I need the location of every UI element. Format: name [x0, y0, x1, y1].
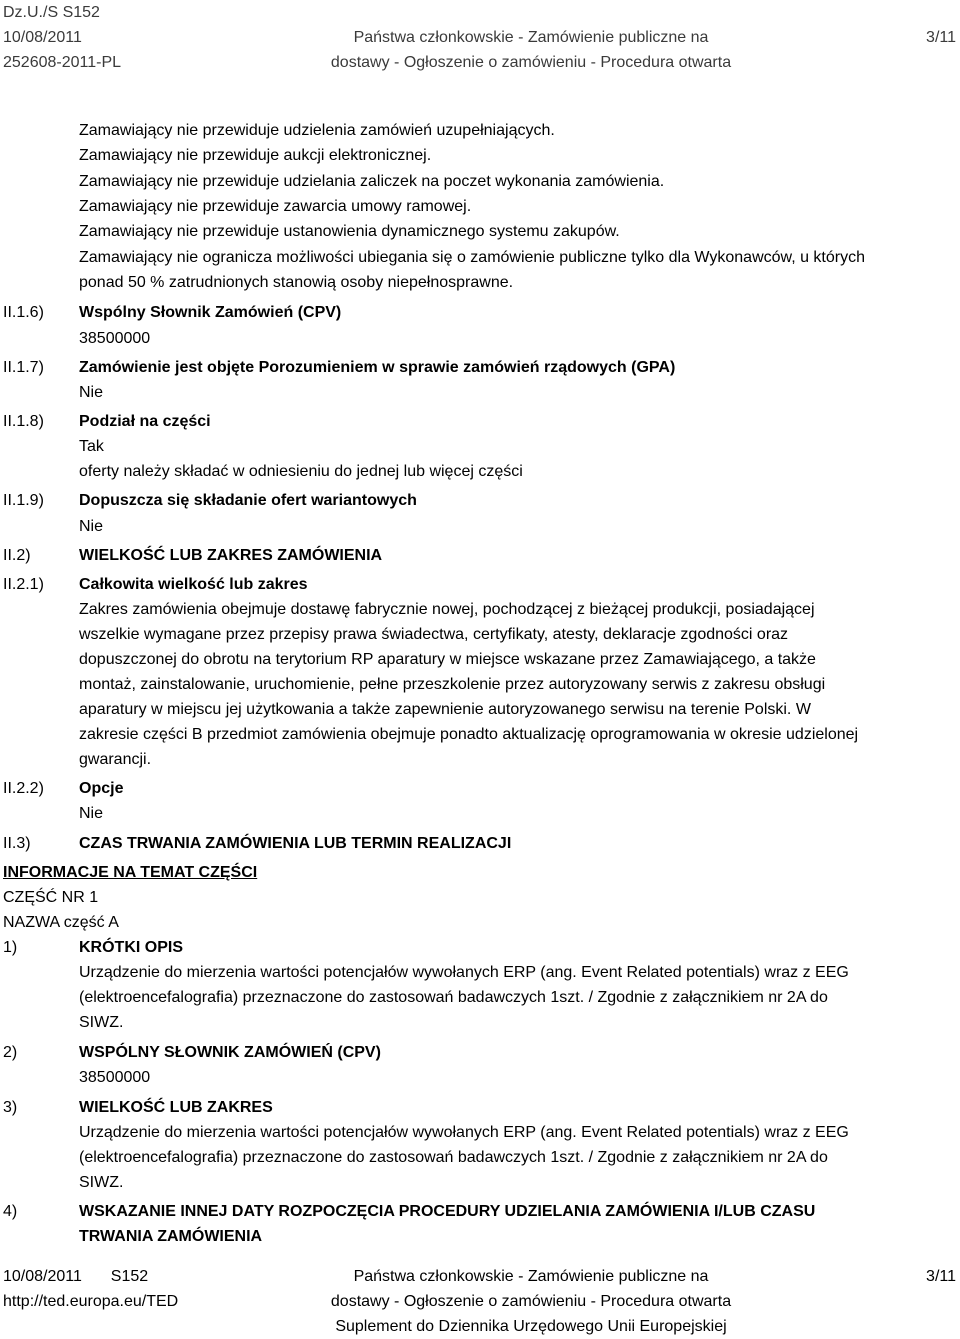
section-number: II.1.6): [3, 304, 44, 321]
section-value: 38500000: [79, 330, 151, 347]
item-title-continued: TRWANIA ZAMÓWIENIA: [79, 1228, 263, 1245]
item-title: WSKAZANIE INNEJ DATY ROZPOCZĘCIA PROCEDURY UDZIELANIA ZAMÓWIENIA I/LUB CZASU: [79, 1203, 816, 1220]
section-number: II.2): [3, 547, 31, 564]
item-text-line: (elektroencefalografia) przeznaczone do zastosowań badawczych 1szt. / Zgodnie z załącznikiem nr 2A do: [79, 1149, 828, 1166]
parts-heading: INFORMACJE NA TEMAT CZĘŚCI: [3, 864, 258, 881]
journal-ref: Dz.U./S S152: [3, 4, 100, 21]
document-id: 252608-2011-PL: [3, 54, 122, 71]
page-footer: [0, 1264, 960, 1339]
item-number: 4): [3, 1203, 18, 1220]
section-note: oferty należy składać w odniesieniu do jednej lub więcej części: [79, 463, 523, 480]
footer-date: 10/08/2011: [3, 1268, 82, 1285]
header-left: [3, 0, 121, 75]
header-page-number: 3/11: [926, 29, 956, 46]
item-text-line: Urządzenie do mierzenia wartości potencjałów wywołanych ERP (ang. Event Related potentials) wraz z EEG: [79, 964, 849, 981]
part-number: CZĘŚĆ NR 1: [3, 889, 99, 906]
header-title: [306, 0, 756, 75]
section-text-line: gwarancji.: [79, 751, 152, 768]
section-title: Opcje: [79, 780, 124, 797]
intro-line: Zamawiający nie przewiduje udzielania zaliczek na poczet wykonania zamówienia.: [79, 173, 665, 190]
intro-line: Zamawiający nie przewiduje udzielenia zamówień uzupełniających.: [79, 122, 555, 139]
item-title: KRÓTKI OPIS: [79, 939, 184, 956]
section-title: Zamówienie jest objęte Porozumieniem w sprawie zamówień rządowych (GPA): [79, 359, 676, 376]
footer-supplement: Suplement do Dziennika Urzędowego Unii Europejskiej: [335, 1318, 727, 1335]
page-header: [0, 0, 960, 75]
section-title: Wspólny Słownik Zamówień (CPV): [79, 304, 342, 321]
item-text-line: Urządzenie do mierzenia wartości potencjałów wywołanych ERP (ang. Event Related potentials) wraz z EEG: [79, 1124, 849, 1141]
item-title: WIELKOŚĆ LUB ZAKRES: [79, 1099, 273, 1116]
item-title: WSPÓLNY SŁOWNIK ZAMÓWIEŃ (CPV): [79, 1044, 381, 1061]
section-number: II.1.7): [3, 359, 44, 376]
header-date: 10/08/2011: [3, 29, 82, 46]
section-title: WIELKOŚĆ LUB ZAKRES ZAMÓWIENIA: [79, 547, 383, 564]
section-text-line: dopuszczonej do obrotu na terytorium RP aparatury w miejsce wskazane przez Zamawiającego, a także: [79, 651, 816, 668]
section-value: Nie: [79, 805, 104, 822]
part-name: NAZWA część A: [3, 914, 119, 931]
section-value: Tak: [79, 438, 104, 455]
section-number: II.2.2): [3, 780, 44, 797]
section-title: Dopuszcza się składanie ofert wariantowych: [79, 492, 417, 509]
section-value: Nie: [79, 518, 104, 535]
intro-line: Zamawiający nie ogranicza możliwości ubiegania się o zamówienie publiczne tylko dla Wykonawców, u których: [79, 249, 865, 266]
item-text-line: 38500000: [79, 1069, 151, 1086]
footer-title-line1: Państwa członkowskie - Zamówienie publiczne na: [353, 1268, 709, 1285]
section-text-line: zakresie części B przedmiot zamówienia obejmuje ponadto aktualizację oprogramowania w okresie udzielonej: [79, 726, 859, 743]
intro-line: Zamawiający nie przewiduje zawarcia umowy ramowej.: [79, 198, 472, 215]
section-number: II.1.9): [3, 492, 44, 509]
header-right: [926, 0, 956, 50]
footer-title: [306, 1264, 756, 1339]
section-number: II.1.8): [3, 413, 44, 430]
section-number: II.3): [3, 835, 31, 852]
intro-line: ponad 50 % zatrudnionych stanowią osoby niepełnosprawne.: [79, 274, 514, 291]
intro-line: Zamawiający nie przewiduje aukcji elektronicznej.: [79, 147, 432, 164]
item-text-line: SIWZ.: [79, 1014, 124, 1031]
item-text-line: SIWZ.: [79, 1174, 124, 1191]
header-title-line2: dostawy - Ogłoszenie o zamówieniu - Procedura otwarta: [330, 54, 732, 71]
item-number: 3): [3, 1099, 18, 1116]
footer-title-line2: dostawy - Ogłoszenie o zamówieniu - Procedura otwarta: [330, 1293, 732, 1310]
item-number: 1): [3, 939, 18, 956]
footer-page-number: 3/11: [926, 1268, 956, 1285]
item-text-line: (elektroencefalografia) przeznaczone do zastosowań badawczych 1szt. / Zgodnie z załącznikiem nr 2A do: [79, 989, 828, 1006]
footer-link[interactable]: http://ted.europa.eu/TED: [3, 1293, 179, 1310]
section-text-line: Zakres zamówienia obejmuje dostawę fabrycznie nowej, pochodzącej z bieżącej produkcji, posiadającej: [79, 601, 815, 618]
header-title-line1: Państwa członkowskie - Zamówienie publiczne na: [353, 29, 709, 46]
section-text-line: montaż, zainstalowanie, uruchomienie, pełne przeszkolenie przez autoryzowany serwis z zakresu obsługi: [79, 676, 826, 693]
footer-series: S152: [110, 1268, 149, 1285]
section-text-line: wszelkie wymagane przez przepisy prawa świadectwa, certyfikaty, atesty, deklaracje zgodności oraz: [79, 626, 789, 643]
footer-right: [926, 1264, 956, 1289]
item-number: 2): [3, 1044, 18, 1061]
intro-line: Zamawiający nie przewiduje ustanowienia dynamicznego systemu zakupów.: [79, 223, 620, 240]
section-title: Całkowita wielkość lub zakres: [79, 576, 308, 593]
section-value: Nie: [79, 384, 104, 401]
footer-left: [3, 1264, 178, 1314]
section-title: Podział na części: [79, 413, 211, 430]
section-number: II.2.1): [3, 576, 44, 593]
section-title: CZAS TRWANIA ZAMÓWIENIA LUB TERMIN REALIZACJI: [79, 835, 512, 852]
section-text-line: aparatury w miejscu jej użytkowania a także zapewnienie autoryzowanego serwisu na terenie Polski. W: [79, 701, 811, 718]
